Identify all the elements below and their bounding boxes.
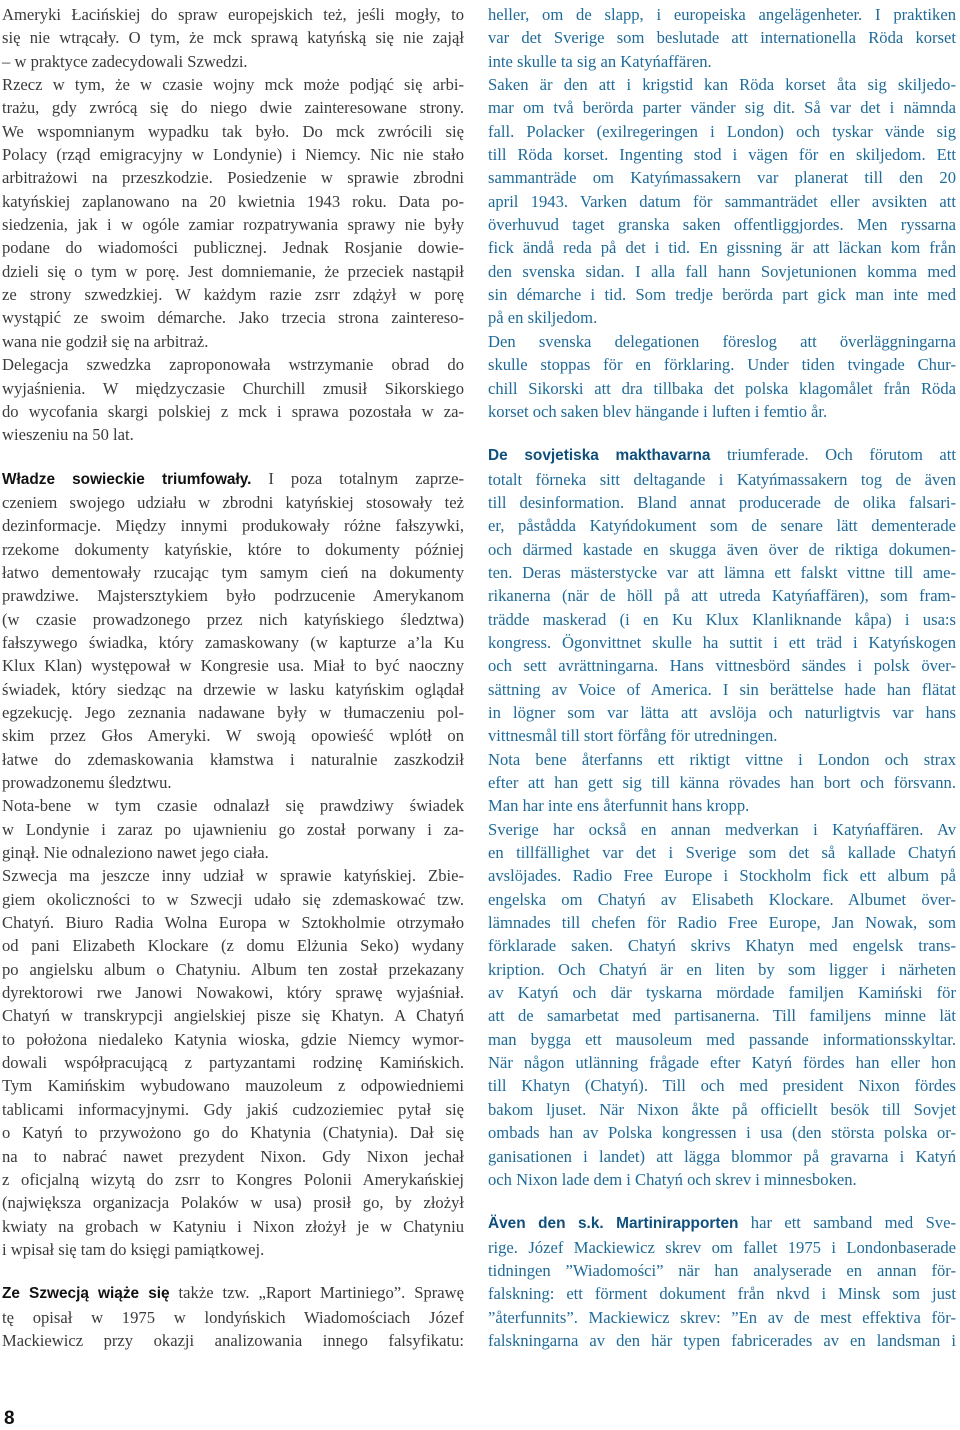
run-in-subhead: Ze Szwecją wiąże się: [2, 1285, 170, 1303]
text-line: Rzecz w tym, że w czasie wojny mck może podjąć się arbi-: [2, 75, 464, 95]
text-line: dzieli się o tym w porę. Jest domniemanie, że przeciek nastąpił: [2, 261, 464, 281]
text-line: dezinformacje. Między innymi produkowały różne fałszywki,: [2, 516, 464, 536]
text-line: bakom ljuset. När Nixon åkte på officiellt besök till Sovjet: [488, 1099, 956, 1119]
paragraph: [2, 1281, 464, 1352]
text-line: fall. Polacker (exilregeringen i London) och tyskar vände sig: [488, 121, 956, 141]
text-line: kription. Och Chatyń är en liten by som ligger i närheten: [488, 959, 956, 979]
paragraph: [2, 3, 464, 73]
text-line: skim przez Głos Ameryki. W swoją opowieść wplótł on: [2, 726, 464, 746]
text-line: sammanträde om Katyńmassakern var planerat till den 20: [488, 168, 956, 188]
text-line: heller, om de slapp, i europeiska angelägenheter. I praktiken: [488, 5, 956, 24]
run-in-subhead: Władze sowieckie triumfowały.: [2, 470, 252, 488]
text-line: till Röda korset. Ingenting stod i vägen för en skiljedom. Ett: [488, 145, 956, 165]
text-line: april 1943. Varken datum för sammanträdet eller avsikten att: [488, 191, 956, 211]
text-fragment: triumferade. Och förutom att: [710, 445, 957, 465]
text-line: po angielsku album o Chatyniu. Album ten został przekazany: [2, 959, 464, 979]
run-in-subhead: De sovjetiska makthavarna: [488, 447, 711, 465]
text-line: egzekucję. Jego zeznania nadawane były w tłumaczeniu pol-: [2, 702, 464, 722]
text-line: czeniem swojego udziału w zbrodni katyńskiej stosowały też: [2, 492, 464, 512]
text-line: ganisationen i landet) att lägga blommor på gravarna i Katyń: [488, 1146, 956, 1166]
text-line: att de samarbetat med partisanerna. Till familjens minne lät: [488, 1006, 956, 1026]
text-line: trädde maskerad (i en Ku Klux Klanliknande kåpa) i usa:s: [488, 609, 956, 629]
text-line: giem okoliczności to w Szwecji udało się zdemaskować tzw.: [2, 889, 464, 909]
text-line: rzekome dokumenty katyńskie, które to dokumenty później: [2, 539, 464, 559]
page-number: 8: [4, 1408, 15, 1429]
text-line: vittnesmål till stort förfång för utredningen.: [488, 726, 778, 746]
paragraph: [488, 748, 956, 818]
text-line: o Katyń to przywożono go do Khatynia (Chatynia). Dał się: [2, 1123, 464, 1143]
text-line: ombads han av Polska kongressen i usa (den största polska or-: [488, 1123, 956, 1143]
text-line: falskning: ett förment dokument från nkvd i Minsk som just: [488, 1284, 956, 1304]
text-line: [488, 443, 956, 467]
text-line: lämnades till chefen för Radio Free Europe, Jan Nowak, som: [488, 913, 956, 933]
text-line: Polacy (rząd emigracyjny w Londynie) i Niemcy. Nic nie stało: [2, 145, 464, 165]
text-line: ten. Deras mästerstycke var att lämna ett falskt vittne till ame-: [488, 562, 956, 582]
paragraph: [2, 467, 464, 795]
text-line: mar om två berörda parter vänder sig dit. Så var det i nämnda: [488, 98, 956, 118]
run-in-subhead: Även den s.k. Martinirapporten: [488, 1215, 739, 1233]
text-line: och därmed kastade en skugga även över de riktiga dokumen-: [488, 539, 956, 559]
text-line: Chatyń w transkrypcji angielskiej pisze się Khatyn. A Chatyń: [2, 1006, 464, 1026]
text-line: trażu, gdy zwrócą się do niego dwie zainteresowane strony.: [2, 98, 464, 118]
text-line: Chatyń. Biuro Radia Wolna Europa w Sztokholmie otrzymało: [2, 913, 464, 933]
paragraph: [488, 443, 956, 747]
text-line: till desinformation. Bland annat producerade de olika falsari-: [488, 492, 956, 512]
text-line: Nota bene återfanns ett riktigt vittne i London och strax: [488, 749, 956, 769]
text-line: w Londynie i zaraz po ujawnieniu go został porwany i za-: [2, 819, 464, 839]
text-line: totalt förneka sitt deltagande i Katyńmassakern tog de även: [488, 469, 956, 489]
text-line: – w praktyce zadecydowali Szwedzi.: [2, 51, 248, 71]
text-line: av Katyń och där tyskarna mördade familjen Kamiński för: [488, 983, 956, 1003]
text-line: Mackiewicz przy okazji analizowania innego falsyfikatu:: [2, 1330, 464, 1350]
text-line: Delegacja szwedzka zaproponowała wstrzymanie obrad do: [2, 355, 464, 375]
text-line: się nie wtrącały. O tym, że mck sprawą katyńską się nie zajął: [2, 28, 464, 48]
text-line: i wpisał się tam do księgi pamiątkowej.: [2, 1239, 265, 1259]
text-line: [2, 1281, 464, 1305]
text-line: (największa organizacja Polaków w usa) prosił go, by złożył: [2, 1193, 464, 1213]
text-line: Klux Klan) występował w Kongresie usa. Miał to być naoczny: [2, 656, 464, 676]
text-line: kwiaty na grobach w Katyniu i Nixon złożył je w Chatyniu: [2, 1216, 464, 1236]
text-line: er, påstådda Katyńdokument som de senare lätt dementerade: [488, 516, 956, 536]
text-line: rige. Józef Mackiewicz skrev om fallet 1975 i Londonbaserade: [488, 1237, 956, 1257]
paragraph: [2, 864, 464, 1261]
text-line: ze strony szwedzkiej. W każdym razie zsrr zdążył w porę: [2, 285, 464, 305]
text-line: podane do wiadomości publicznej. Jednak Rosjanie dowie-: [2, 238, 464, 258]
text-line: wystąpić ze swoim démarche. Jako trzecia strona zaintereso-: [2, 308, 464, 328]
text-line: ginął. Nie odnaleziono nawet jego ciała.: [2, 843, 269, 863]
text-line: rikanerna (när de höll på att utreda Katyńaffären), som fram-: [488, 586, 956, 606]
paragraph: [488, 1211, 956, 1352]
text-line: tidningen ”Wiadomości” när han analyserade en annan för-: [488, 1260, 956, 1280]
text-line: avslöjades. Radio Free Europe i Stockholm fick ett album på: [488, 866, 956, 886]
text-line: Man har inte ens återfunnit hans kropp.: [488, 796, 750, 816]
swedish-text-column: [488, 3, 956, 1352]
text-line: prowadzonemu śledztwu.: [2, 773, 172, 792]
text-line: skulle stoppas för en förklaring. Under tiden tvingade Chur-: [488, 355, 956, 375]
text-fragment: także tzw. „Raport Martiniego”. Sprawę: [169, 1283, 464, 1303]
paragraph: [2, 353, 464, 446]
text-line: tę opisał w 1975 w londyńskich Wiadomościach Józef: [2, 1307, 464, 1327]
text-line: wyjaśnienia. W międzyczasie Churchill zmusił Sikorskiego: [2, 378, 464, 398]
text-line: [2, 467, 464, 491]
text-line: dowali współpracującą z partyzantami rodzinę Kamińskich.: [2, 1053, 464, 1073]
text-line: chill Sikorski att dra tillbaka det polska klagomålet från Röda: [488, 378, 956, 398]
text-line: När någon utlänning frågade efter Katyń fördes han eller hon: [488, 1053, 956, 1073]
text-line: z oficjalną wizytą do zsrr to Kongres Polonii Amerykańskiej: [2, 1169, 464, 1189]
text-line: fałszywego świadka, który zamaskowany (w kapturze a’la Ku: [2, 632, 464, 652]
polish-text-column: [2, 3, 464, 1352]
text-line: och sett avrättningarna. Hans vittnesbörd sändes i polsk över-: [488, 656, 956, 676]
text-fragment: I poza totalnym zaprze-: [251, 468, 465, 488]
text-line: på en skiljedom.: [488, 308, 598, 328]
paragraph: [488, 818, 956, 1192]
text-line: (w czasie prowadzonego przez nich katyńskiego śledztwa): [2, 609, 464, 629]
text-line: od pani Elizabeth Klockare (z domu Elżunia Seko) wydany: [2, 936, 464, 956]
text-line: siedzenia, jak i w ogóle zamiar rozpatrywania sprawy nie były: [2, 215, 464, 235]
text-line: efter att han gett sig till känna rövades han bort och försvann.: [488, 773, 956, 792]
text-line: engelska om Chatyń av Elisabeth Klockare. Albumet över-: [488, 889, 956, 909]
text-line: förklarade saken. Chatyń skrivs Khatyn med engelsk trans-: [488, 936, 956, 956]
paragraph: [488, 73, 956, 330]
text-line: do wycofania skargi polskiej z mck i sprawa pozostała w za-: [2, 401, 464, 421]
text-line: man bygga ett mausoleum med passande informationsskyltar.: [488, 1029, 956, 1049]
text-line: to położona niedaleko Katynia wioska, gdzie Niemcy wymor-: [2, 1029, 464, 1049]
text-line: We wspomnianym wypadku tak było. Do mck zwrócili się: [2, 121, 464, 141]
text-line: in lögner som var lätta att avslöja och naturligtvis var hans: [488, 702, 956, 722]
text-line: arbitrażowi na przeszkodzie. Posiedzenie w sprawie zbrodni: [2, 168, 464, 188]
text-line: inte skulle ta sig an Katyńaffären.: [488, 51, 712, 71]
text-line: till Khatyn (Chatyń). Till och med president Nixon fördes: [488, 1076, 956, 1096]
text-line: Sverige har också en annan medverkan i Katyńaffären. Av: [488, 819, 956, 839]
text-line: en tillfällighet var det i Sverige som det så kallade Chatyń: [488, 843, 956, 863]
text-line: korset och saken blev hängande i luften i femtio år.: [488, 401, 828, 421]
text-line: Saken är den att i krigstid kan Röda korset åta sig skiljedo-: [488, 75, 956, 95]
text-line: fick ändå reda på det i tid. En gissning är att läckan kom från: [488, 238, 956, 258]
text-line: [488, 1211, 956, 1235]
text-line: kongress. Ögonvittnet skulle ha suttit i ett träd i Katyńskogen: [488, 632, 956, 652]
text-line: Den svenska delegationen föreslog att överläggningarna: [488, 331, 956, 351]
text-line: katyńskiej zaplanowano na 20 kwietnia 1943 roku. Data po-: [2, 191, 464, 211]
text-line: Tym Kamińskim wybudowano mauzoleum z odpowiedniemi: [2, 1076, 464, 1096]
text-line: den svenska sidan. I alla fall hann Sovjetunionen komma med: [488, 261, 956, 281]
text-line: tablicami informacyjnymi. Gdy jakiś cudzoziemiec pytał się: [2, 1099, 464, 1119]
paragraph: [488, 330, 956, 423]
text-line: na to nabrać nawet prezydent Nixon. Gdy Nixon jechał: [2, 1146, 464, 1166]
text-line: sättning av Voice of America. I sin berättelse hade han flätat: [488, 679, 956, 699]
text-line: falskningarna av den här typen fabricerades av en landsman i: [488, 1330, 956, 1350]
text-line: ”återfunnits”. Mackiewicz skrev: ”En av de mest effektiva för-: [488, 1307, 956, 1327]
text-line: świadek, który siedząc na drzewie w lasku katyńskim oglądał: [2, 679, 464, 699]
text-line: dyrektorowi rwe Janowi Nowakowi, który sprawę wyjaśniał.: [2, 983, 464, 1003]
paragraph: [488, 3, 956, 73]
text-line: łatwo dementowały rzucając tym samym cień na dokumenty: [2, 562, 464, 582]
text-line: sin démarche i tid. Som tredje berörda part gick man inte med: [488, 285, 956, 305]
text-line: łatwe do zdemaskowania kłamstwa i naturalnie zaszkodził: [2, 749, 464, 769]
text-fragment: har ett samband med Sve-: [738, 1213, 956, 1233]
text-line: överhuvud taget granska saken offentliggjordes. Men ryssarna: [488, 215, 956, 235]
text-line: Nota-bene w tym czasie odnalazł się prawdziwy świadek: [2, 796, 464, 816]
text-line: wieszeniu na 50 lat.: [2, 425, 134, 445]
text-line: wana nie godził się na arbitraż.: [2, 331, 209, 351]
text-line: Szwecja ma jeszcze inny udział w sprawie katyńskiej. Zbie-: [2, 866, 464, 886]
text-line: och Nixon lade dem i Chatyń och skrev i minnesboken.: [488, 1169, 857, 1189]
text-line: var det Sverige som beslutade att internationella Röda korset: [488, 28, 956, 48]
text-line: prawdziwe. Majstersztykiem było podrzucenie Amerykanom: [2, 586, 464, 606]
paragraph: [2, 794, 464, 864]
paragraph: [2, 73, 464, 353]
text-line: Ameryki Łacińskiej do spraw europejskich też, jeśli mogły, to: [2, 5, 464, 24]
